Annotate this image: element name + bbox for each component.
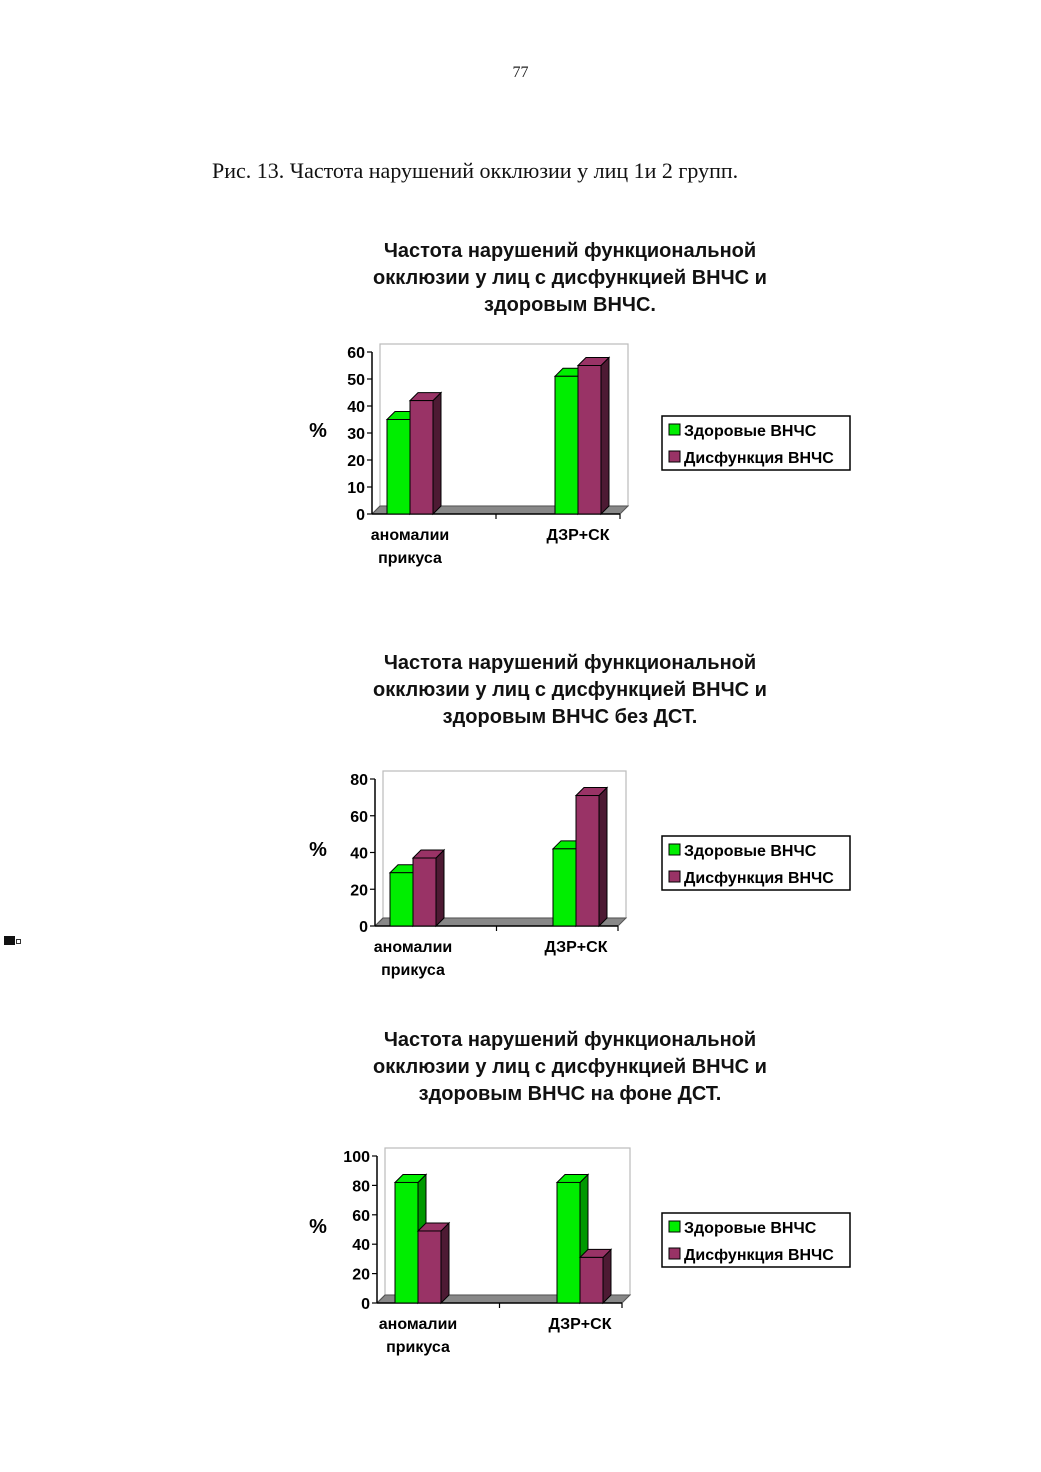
- y-tick-label: 20: [347, 453, 365, 470]
- legend-swatch: [669, 1221, 680, 1232]
- y-tick-label: 20: [352, 1266, 370, 1284]
- y-tick-label: 100: [343, 1149, 370, 1166]
- bar-side: [603, 1249, 611, 1303]
- y-tick-label: 80: [352, 1178, 370, 1196]
- legend-label: Дисфункция ВНЧС: [684, 1247, 834, 1264]
- x-tick-label: прикуса: [386, 1339, 450, 1356]
- figure-caption: Рис. 13. Частота нарушений окклюзии у лиц 1и 2 групп.: [212, 158, 739, 183]
- x-tick-label: прикуса: [381, 962, 445, 979]
- chart-title-line: здоровым ВНЧС на фоне ДСТ.: [418, 1083, 722, 1105]
- y-tick-label: 20: [350, 882, 368, 900]
- y-axis-label: %: [309, 839, 327, 861]
- y-tick-label: 60: [347, 345, 365, 362]
- legend-label: Здоровые ВНЧС: [684, 423, 817, 440]
- page-number: 77: [512, 64, 529, 81]
- chart-title-line: здоровым ВНЧС без ДСТ.: [442, 706, 698, 728]
- y-axis-label: %: [309, 420, 327, 442]
- legend-label: Здоровые ВНЧС: [684, 843, 817, 860]
- chart-title-line: окклюзии у лиц с дисфункцией ВНЧС и: [373, 1056, 767, 1078]
- chart-title-line: здоровым ВНЧС.: [484, 294, 656, 316]
- y-axis-label: %: [309, 1216, 327, 1238]
- chart-title-line: окклюзии у лиц с дисфункцией ВНЧС и: [373, 679, 767, 701]
- y-tick-label: 10: [347, 480, 365, 497]
- y-tick-label: 30: [347, 426, 365, 443]
- legend-label: Дисфункция ВНЧС: [684, 870, 834, 887]
- bar: [395, 1182, 418, 1303]
- chart-title-line: окклюзии у лиц с дисфункцией ВНЧС и: [373, 267, 767, 289]
- bar: [557, 1182, 580, 1303]
- y-tick-label: 0: [356, 507, 365, 524]
- legend-swatch: [669, 1248, 680, 1259]
- y-tick-label: 40: [352, 1237, 370, 1255]
- y-tick-label: 60: [352, 1207, 370, 1225]
- y-tick-label: 0: [361, 1296, 370, 1313]
- bar: [418, 1231, 441, 1303]
- scan-artifact: [4, 936, 15, 945]
- x-tick-label: аномалии: [370, 527, 450, 544]
- x-tick-label: ДЗР+СК: [544, 939, 608, 956]
- scan-artifact: [16, 939, 21, 944]
- bar-side: [441, 1223, 449, 1303]
- x-tick-label: аномалии: [378, 1316, 458, 1333]
- y-tick-label: 60: [350, 808, 368, 826]
- y-tick-label: 40: [347, 399, 365, 416]
- y-tick-label: 0: [359, 919, 368, 936]
- x-tick-label: ДЗР+СК: [546, 527, 610, 544]
- x-tick-label: прикуса: [378, 550, 442, 567]
- x-tick-label: ДЗР+СК: [548, 1316, 612, 1333]
- legend-label: Дисфункция ВНЧС: [684, 450, 834, 467]
- y-tick-label: 40: [350, 845, 368, 863]
- chart-title-line: Частота нарушений функциональной: [383, 1029, 757, 1051]
- bar: [580, 1257, 603, 1303]
- y-tick-label: 80: [350, 772, 368, 789]
- y-tick-label: 50: [347, 372, 365, 389]
- x-tick-label: аномалии: [373, 939, 453, 956]
- chart-title-line: Частота нарушений функциональной: [383, 652, 757, 674]
- chart-title-line: Частота нарушений функциональной: [383, 240, 757, 262]
- legend-label: Здоровые ВНЧС: [684, 1220, 817, 1237]
